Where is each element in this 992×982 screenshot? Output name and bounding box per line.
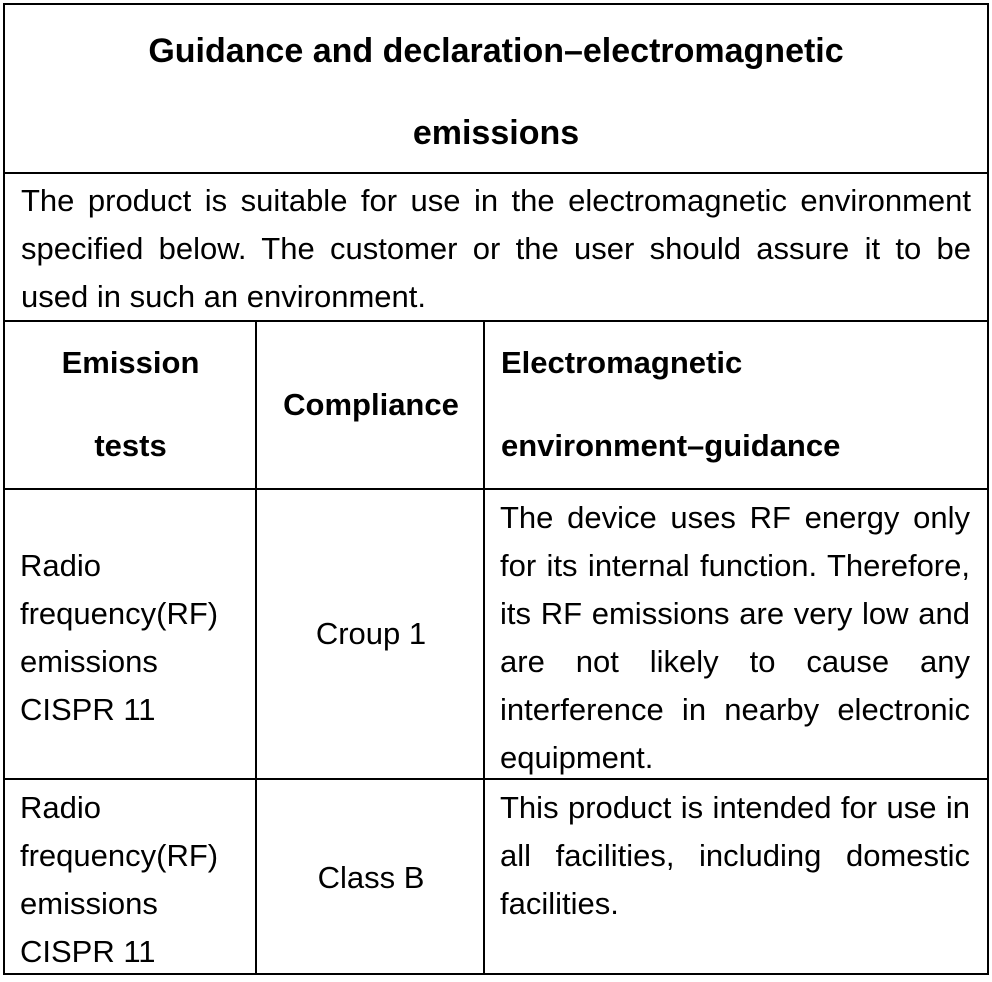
row-1-test-line-2: frequency(RF) — [20, 596, 219, 631]
row-1-test-line-4: CISPR 11 — [20, 692, 156, 727]
header-compliance-label: Compliance — [283, 387, 459, 422]
table-row-1-guidance: The device uses RF energy only for its internal function. Therefore, its RF emissions are very low and are not likely to cause any interference in nearby electronic equipment. — [500, 500, 970, 775]
row-2-test-line-4: CISPR 11 — [20, 934, 156, 969]
row-2-test-line-3: emissions — [20, 886, 158, 921]
header-emission-tests-line-2: tests — [94, 428, 167, 463]
table-title — [3, 3, 989, 173]
header-guidance-line-2: environment–guidance — [501, 428, 841, 463]
row-2-test-line-1: Radio — [20, 790, 101, 825]
row-2-compliance-value: Class B — [317, 859, 425, 895]
table-row-1-test — [5, 542, 256, 778]
header-compliance — [258, 322, 484, 488]
header-emission-tests — [5, 322, 256, 488]
row-2-test-line-2: frequency(RF) — [20, 838, 219, 873]
rule-between-rows — [3, 778, 989, 780]
table-row-1-compliance — [258, 490, 484, 778]
row-1-test-line-1: Radio — [20, 548, 101, 583]
header-guidance-line-1: Electromagnetic — [501, 345, 743, 380]
row-1-test-line-3: emissions — [20, 644, 158, 679]
row-1-compliance-value: Croup 1 — [315, 616, 427, 651]
table-title-line-2: emissions — [412, 114, 580, 152]
rule-below-header — [3, 488, 989, 490]
intro-text: The product is suitable for use in the electromagnetic environment specified below. The customer or the user should assure it to be used in such an environment. — [21, 183, 971, 314]
table-row-2-test — [5, 784, 256, 975]
table-row-2-guidance: This product is intended for use in all facilities, including domestic facilities. — [500, 790, 970, 921]
table-title-line-1: Guidance and declaration–electromagnetic — [148, 32, 844, 70]
header-emission-tests-line-1: Emission — [61, 345, 200, 380]
header-guidance — [486, 322, 986, 488]
table-row-2-compliance — [258, 780, 484, 975]
